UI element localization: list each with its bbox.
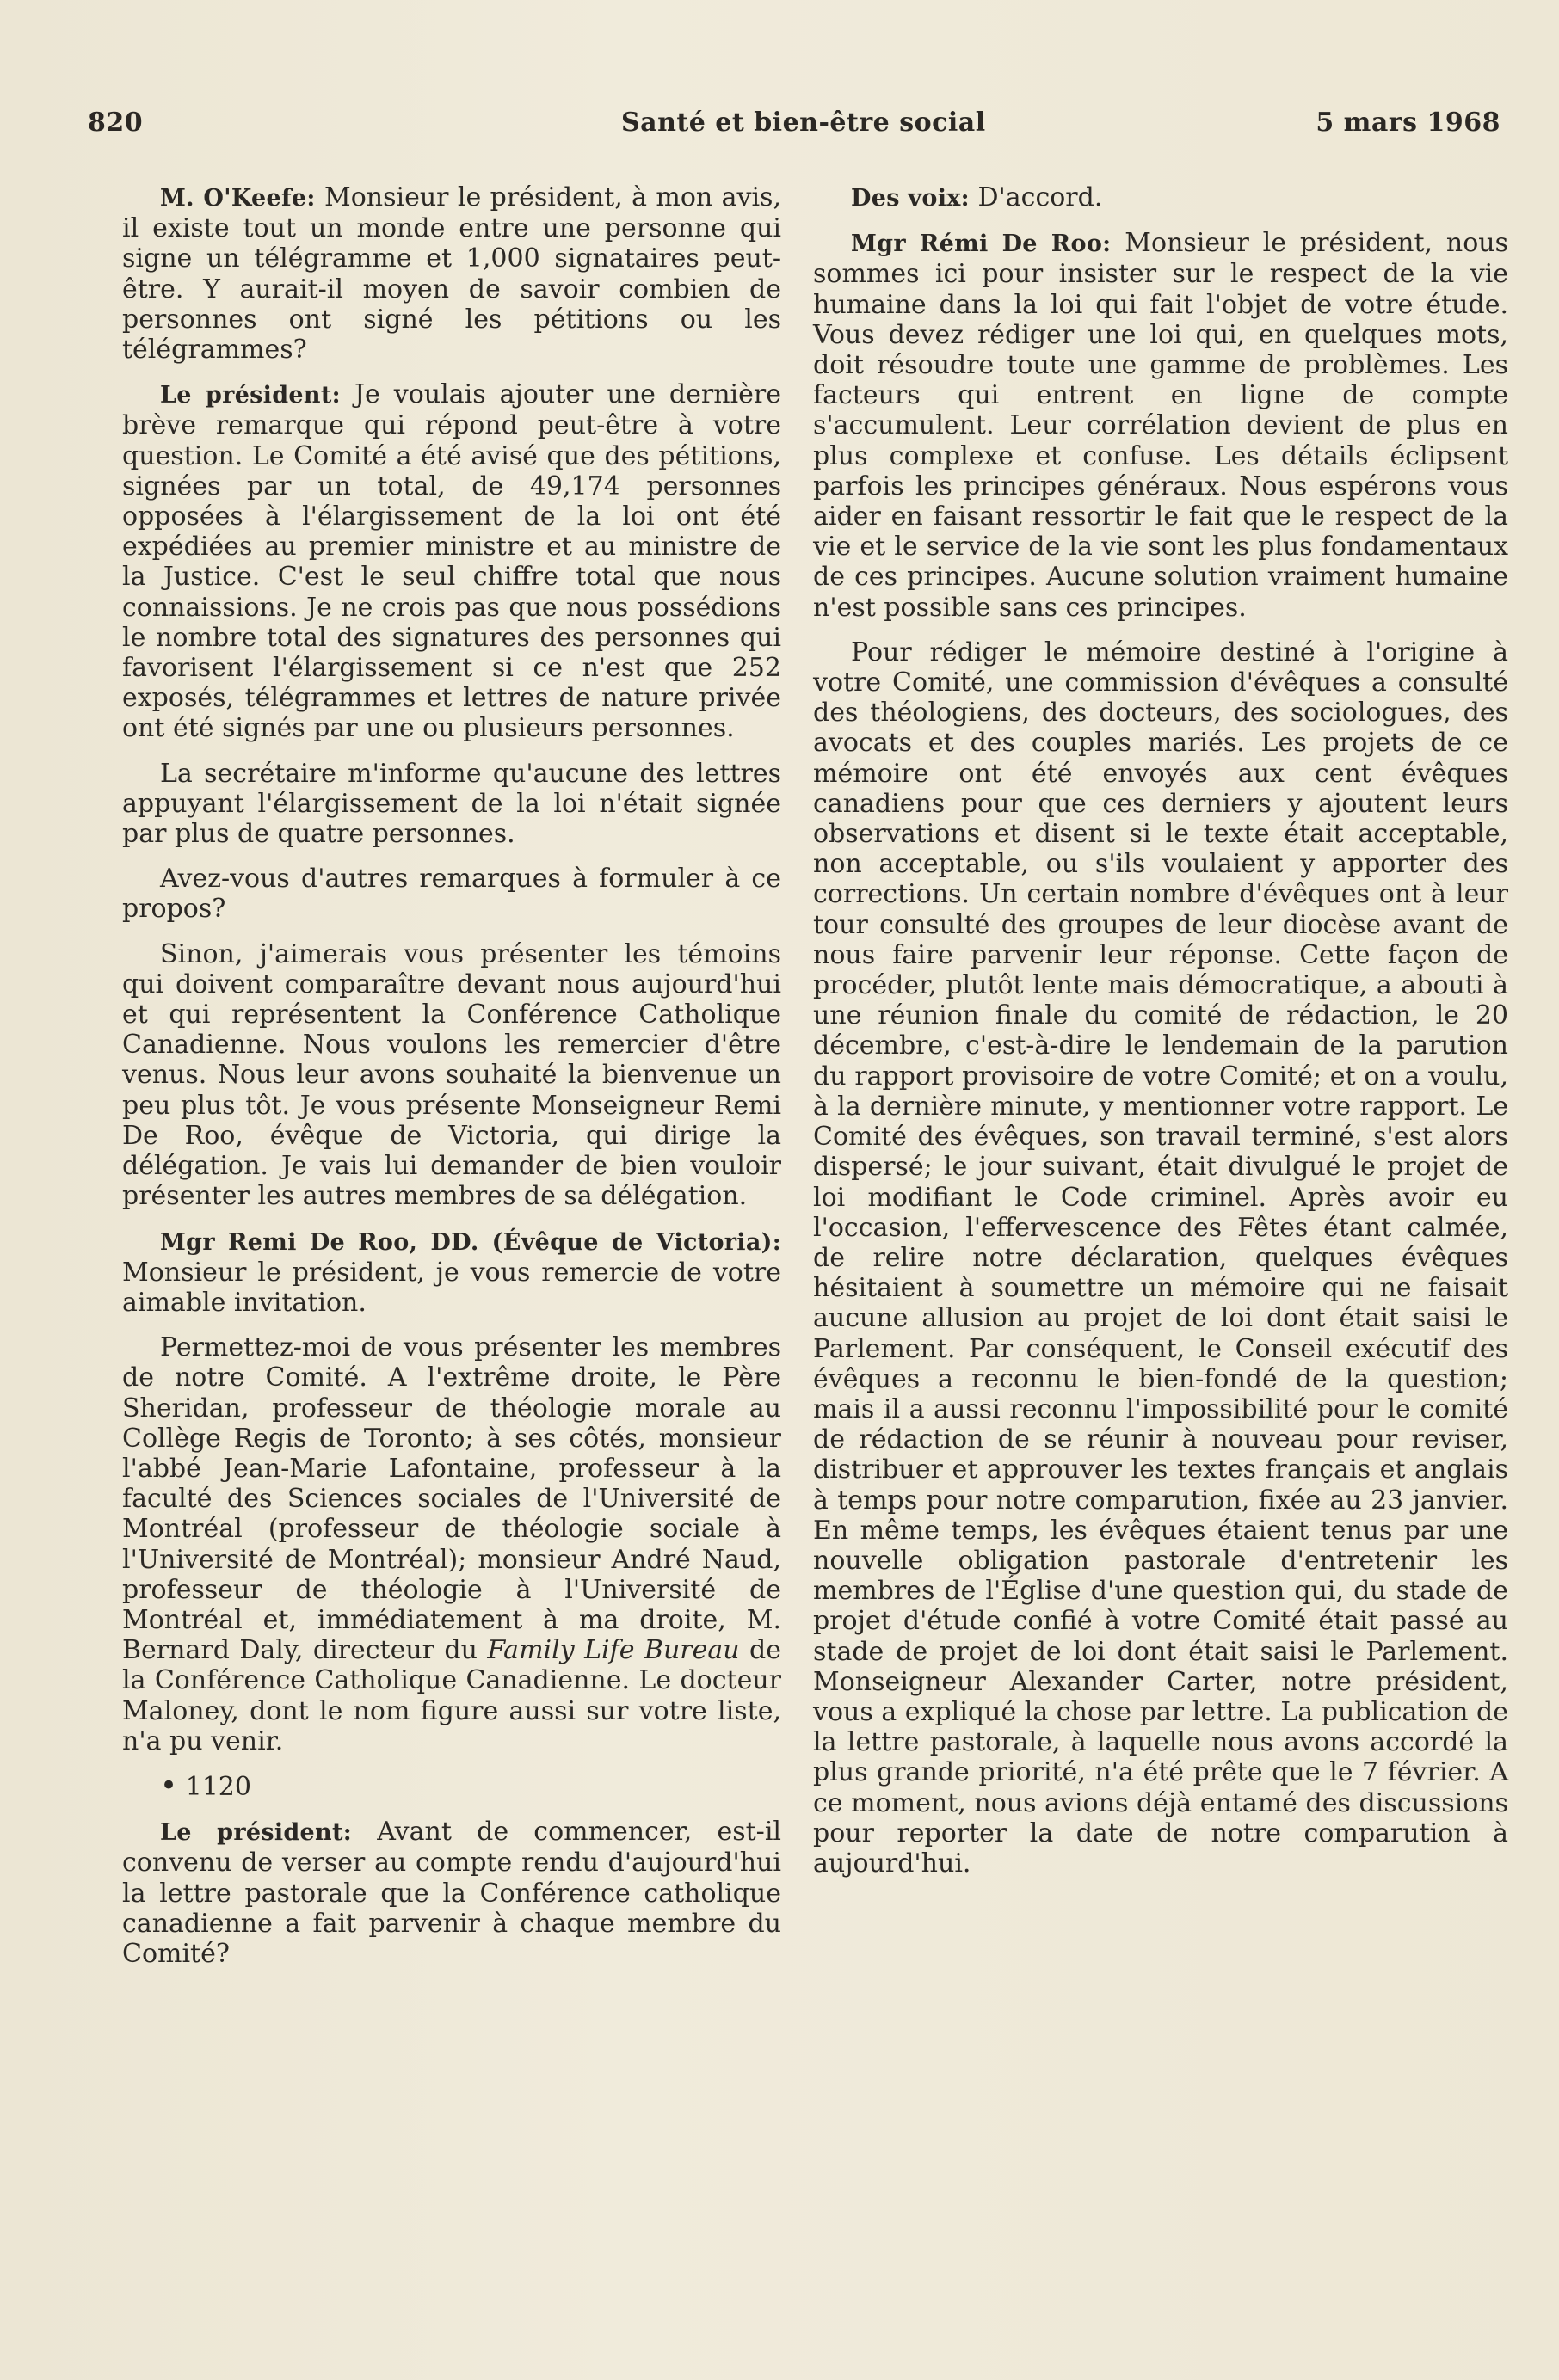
- paragraph-text: Monsieur le président, nous sommes ici pour insister sur le respect de la vie humaine dans la loi qui fait l'objet de votre étude. Vous devez rédiger une loi qui, en quelques mots, doit résoudre toute une gamme de problèmes. Les facteurs qui entrent en ligne de compte s'accumulent. Leur corrélation devient de plus en plus complexe et confuse. Les détails éclipsent parfois les principes généraux. Nous espérons vous aider en faisant ressortir le fait que le respect de la vie et le service de la vie sont les plus fondamentaux de ces principes. Aucune solution vraiment humaine n'est possible sans ces principes.: [813, 228, 1509, 623]
- time-stamp: 1120: [185, 1771, 251, 1802]
- paragraph: Avez-vous d'autres remarques à formuler à ce propos?: [122, 864, 781, 925]
- paragraph-text: Permettez-moi de vous présenter les membres de notre Comité. A l'extrême droite, le Père Sheridan, professeur de théologie morale au Collège Regis de Toronto; à ses côtés, monsieur l'abbé Jean-Marie Lafontaine, professeur à la faculté des Sciences sociales de l'Université de Montréal (professeur de théologie sociale à l'Université de Montréal); monsieur André Naud, professeur de théologie à l'Université de Montréal et, immédiatement à ma droite, M. Bernard Daly, directeur du: [122, 1332, 781, 1666]
- paragraph: [122, 1227, 781, 1319]
- page-number: 820: [88, 108, 144, 138]
- paragraph-text: de la Conférence Catholique Canadienne. Le docteur Maloney, dont le nom figure aussi sur votre liste, n'a pu venir.: [122, 1635, 781, 1756]
- paragraph: [122, 182, 781, 365]
- paragraph: Pour rédiger le mémoire destiné à l'origine à votre Comité, une commission d'évêques a consulté des théologiens, des docteurs, des sociologues, des avocats et des couples mariés. Les projets de ce mémoire ont été envoyés aux cent évêques canadiens pour que ces derniers y ajoutent leurs observations et disent si le texte était acceptable, non acceptable, ou s'ils voulaient y apporter des corrections. Un certain nombre d'évêques ont à leur tour consulté des groupes de leur diocèse avant de nous faire parvenir leur réponse. Cette façon de procéder, plutôt lente mais démocratique, a abouti à une réunion finale du comité de rédaction, le 20 décembre, c'est-à-dire le lendemain de la parution du rapport provisoire de votre Comité; et on a voulu, à la dernière minute, y mentionner votre rapport. Le Comité des évêques, son travail terminé, s'est alors dispersé; le jour suivant, était divulgué le projet de loi modifiant le Code criminel. Après avoir eu l'occasion, l'effervescence des Fêtes étant calmée, de relire notre déclaration, quelques évêques hésitaient à soumettre un mémoire qui ne faisait aucune allusion au projet de loi dont était saisi le Parlement. Par conséquent, le Conseil exécutif des évêques a reconnu le bien-fondé de la question; mais il a aussi reconnu l'impossibilité pour le comité de rédaction de se réunir à nouveau pour reviser, distribuer et approuver les textes français et anglais à temps pour notre comparution, fixée au 23 janvier. En même temps, les évêques étaient tenus par une nouvelle obligation pastorale d'entretenir les membres de l'Église d'une question qui, du stade de projet d'étude confié à votre Comité était passé au stade de projet de loi dont était saisi le Parlement. Monseigneur Alexander Carter, notre président, vous a expliqué la chose par lettre. La publication de la lettre pastorale, à laquelle nous avons accordé la plus grande priorité, n'a été prête que le 7 février. A ce moment, nous avions déjà entamé des discussions pour reporter la date de notre comparution à aujourd'hui.: [813, 637, 1508, 1879]
- paragraph: [122, 1817, 781, 1969]
- speaker-name: M. O'Keefe:: [160, 185, 316, 212]
- paragraph-text: Monsieur le président, à mon avis, il existe tout un monde entre une personne qui signe un télégramme et 1,000 signataires peut-être. Y aurait-il moyen de savoir combien de personnes ont signé les pétitions ou les télégrammes?: [122, 182, 781, 366]
- italic-organization: Family Life Bureau: [487, 1635, 740, 1666]
- speaker-name: Le président:: [160, 1819, 353, 1847]
- paragraph: [813, 228, 1508, 623]
- paragraph-text: Avant de commencer, est-il convenu de verser au compte rendu d'aujourd'hui la lettre pastorale que la Conférence catholique canadienne a fait parvenir à chaque membre du Comité?: [122, 1817, 782, 1969]
- paragraph-text: Monsieur le président, je vous remercie de votre aimable invitation.: [122, 1257, 781, 1318]
- speaker-name: Mgr Remi De Roo, DD. (Évêque de Victoria):: [160, 1228, 781, 1256]
- paragraph: [122, 379, 781, 743]
- page-header: [88, 108, 1500, 151]
- speaker-name: Mgr Rémi De Roo:: [851, 231, 1112, 258]
- running-title: Santé et bien-être social: [621, 108, 986, 138]
- paragraph-text: D'accord.: [969, 182, 1103, 212]
- speaker-name: Des voix:: [851, 185, 970, 212]
- paragraph: La secrétaire m'informe qu'aucune des lettres appuyant l'élargissement de la loi n'était signée par plus de quatre personnes.: [122, 758, 781, 850]
- right-column: [813, 182, 1508, 1893]
- paragraph: Sinon, j'aimerais vous présenter les témoins qui doivent comparaître devant nous aujourd'hui et qui représentent la Conférence Catholique Canadienne. Nous voulons les remercier d'être venus. Nous leur avons souhaité la bienvenue un peu plus tôt. Je vous présente Monseigneur Remi De Roo, évêque de Victoria, qui dirige la délégation. Je vais lui demander de bien vouloir présenter les autres membres de sa délégation.: [122, 938, 781, 1212]
- left-column: [122, 182, 781, 1983]
- paragraph: [122, 1332, 781, 1756]
- speaker-name: Le président:: [160, 382, 341, 409]
- paragraph: [813, 182, 1508, 213]
- bullet-icon: •: [160, 1768, 178, 1803]
- paragraph-text: Je voulais ajouter une dernière brève remarque qui répond peut-être à votre question. Le Comité a été avisé que des pétitions, signées par un total, de 49,174 personnes opposées à l'élargissement de la loi ont été expédiées au premier ministre et au ministre de la Justice. C'est le seul chiffre total que nous connaissions. Je ne crois pas que nous possédions le nombre total des signatures des personnes qui favorisent l'élargissement si ce n'est que 252 exposés, télégrammes et lettres de nature privée ont été signés par une ou plusieurs personnes.: [122, 379, 782, 744]
- time-marker: [122, 1768, 781, 1803]
- header-date: 5 mars 1968: [1316, 108, 1500, 138]
